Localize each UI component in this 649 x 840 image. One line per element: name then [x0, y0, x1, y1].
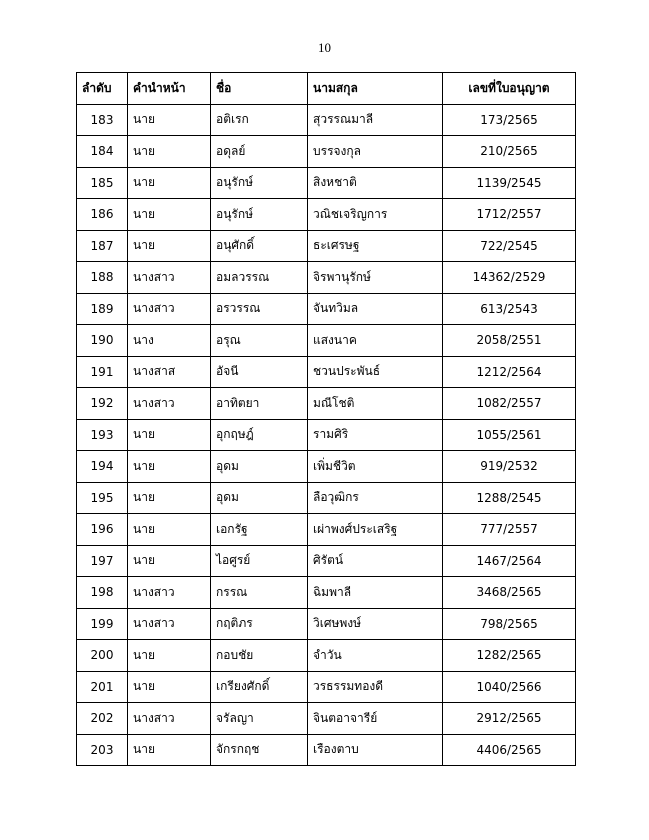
page-number: 10 [318, 40, 331, 55]
license-number-cell: 1139/2545 [443, 167, 576, 199]
table-row [77, 608, 576, 640]
first-name-cell: อนุศักดิ์ [211, 230, 308, 262]
table-row [77, 199, 576, 231]
table-row [77, 230, 576, 262]
last-name-cell: เผ่าพงศ์ประเสริฐ [308, 514, 443, 546]
last-name-cell: วิเศษพงษ์ [308, 608, 443, 640]
last-name-cell: เรืองตาบ [308, 734, 443, 766]
last-name-cell: วณิชเจริญการ [308, 199, 443, 231]
last-name-cell: ลือวุฒิกร [308, 482, 443, 514]
prefix-cell: นาย [128, 671, 211, 703]
first-name-cell: อดุลย์ [211, 136, 308, 168]
prefix-cell: นางสาส [128, 356, 211, 388]
license-number-cell: 2912/2565 [443, 703, 576, 735]
table-row [77, 545, 576, 577]
last-name-cell: ฉิมพาลี [308, 577, 443, 609]
license-number-cell: 798/2565 [443, 608, 576, 640]
license-number-cell: 173/2565 [443, 104, 576, 136]
first-name-cell: จักรกฤช [211, 734, 308, 766]
license-number-cell: 1040/2566 [443, 671, 576, 703]
prefix-cell: นาย [128, 482, 211, 514]
license-number-cell: 4406/2565 [443, 734, 576, 766]
table-row [77, 734, 576, 766]
order-cell: 191 [77, 356, 128, 388]
header-prefix: คำนำหน้า [128, 73, 211, 105]
license-number-cell: 210/2565 [443, 136, 576, 168]
order-cell: 193 [77, 419, 128, 451]
first-name-cell: เอกรัฐ [211, 514, 308, 546]
license-number-cell: 1055/2561 [443, 419, 576, 451]
first-name-cell: อติเรก [211, 104, 308, 136]
last-name-cell: สิงหชาติ [308, 167, 443, 199]
first-name-cell: อัจนี [211, 356, 308, 388]
order-cell: 190 [77, 325, 128, 357]
order-cell: 203 [77, 734, 128, 766]
license-number-cell: 3468/2565 [443, 577, 576, 609]
first-name-cell: กรรณ [211, 577, 308, 609]
table-row [77, 640, 576, 672]
prefix-cell: นางสาว [128, 577, 211, 609]
last-name-cell: สุวรรณมาลี [308, 104, 443, 136]
last-name-cell: รามศิริ [308, 419, 443, 451]
last-name-cell: แสงนาค [308, 325, 443, 357]
order-cell: 199 [77, 608, 128, 640]
order-cell: 189 [77, 293, 128, 325]
license-number-cell: 14362/2529 [443, 262, 576, 294]
last-name-cell: มณีโชติ [308, 388, 443, 420]
last-name-cell: จินตอาจารีย์ [308, 703, 443, 735]
table-row [77, 451, 576, 483]
first-name-cell: อนุรักษ์ [211, 167, 308, 199]
table-row [77, 703, 576, 735]
header-license-number: เลขที่ใบอนุญาต [443, 73, 576, 105]
license-number-cell: 722/2545 [443, 230, 576, 262]
first-name-cell: อนุรักษ์ [211, 199, 308, 231]
prefix-cell: นาย [128, 514, 211, 546]
header-first-name: ชื่อ [211, 73, 308, 105]
last-name-cell: ศิรัตน์ [308, 545, 443, 577]
order-cell: 185 [77, 167, 128, 199]
first-name-cell: อมลวรรณ [211, 262, 308, 294]
license-number-cell: 613/2543 [443, 293, 576, 325]
last-name-cell: เพิ่มชีวิต [308, 451, 443, 483]
prefix-cell: นาย [128, 419, 211, 451]
prefix-cell: นาย [128, 167, 211, 199]
table-row [77, 419, 576, 451]
order-cell: 187 [77, 230, 128, 262]
license-number-cell: 1212/2564 [443, 356, 576, 388]
order-cell: 200 [77, 640, 128, 672]
license-number-cell: 1082/2557 [443, 388, 576, 420]
first-name-cell: จรัลญา [211, 703, 308, 735]
first-name-cell: อาทิตยา [211, 388, 308, 420]
prefix-cell: นาย [128, 199, 211, 231]
table-header-row [77, 73, 576, 105]
last-name-cell: จำวัน [308, 640, 443, 672]
table-row [77, 104, 576, 136]
table-row [77, 262, 576, 294]
prefix-cell: นาย [128, 640, 211, 672]
first-name-cell: อรุณ [211, 325, 308, 357]
order-cell: 201 [77, 671, 128, 703]
last-name-cell: บรรจงกุล [308, 136, 443, 168]
order-cell: 192 [77, 388, 128, 420]
order-cell: 195 [77, 482, 128, 514]
table-row [77, 167, 576, 199]
prefix-cell: นาย [128, 230, 211, 262]
prefix-cell: นางสาว [128, 388, 211, 420]
prefix-cell: นาย [128, 451, 211, 483]
license-number-cell: 1712/2557 [443, 199, 576, 231]
order-cell: 198 [77, 577, 128, 609]
first-name-cell: อุกฤษฎ์ [211, 419, 308, 451]
table-row [77, 514, 576, 546]
order-cell: 202 [77, 703, 128, 735]
first-name-cell: ไอศูรย์ [211, 545, 308, 577]
order-cell: 184 [77, 136, 128, 168]
first-name-cell: กฤติภร [211, 608, 308, 640]
header-last-name: นามสกุล [308, 73, 443, 105]
table-row [77, 671, 576, 703]
order-cell: 196 [77, 514, 128, 546]
first-name-cell: อุดม [211, 451, 308, 483]
table-row [77, 293, 576, 325]
prefix-cell: นางสาว [128, 608, 211, 640]
license-number-cell: 2058/2551 [443, 325, 576, 357]
table-row [77, 482, 576, 514]
license-number-cell: 1467/2564 [443, 545, 576, 577]
prefix-cell: นาย [128, 545, 211, 577]
prefix-cell: นาย [128, 104, 211, 136]
header-order: ลำดับ [77, 73, 128, 105]
prefix-cell: นางสาว [128, 703, 211, 735]
prefix-cell: นางสาว [128, 262, 211, 294]
last-name-cell: ธะเศรษฐ [308, 230, 443, 262]
license-table [76, 72, 576, 766]
last-name-cell: วรธรรมทองดี [308, 671, 443, 703]
order-cell: 183 [77, 104, 128, 136]
order-cell: 186 [77, 199, 128, 231]
table-row [77, 325, 576, 357]
table-row [77, 136, 576, 168]
prefix-cell: นางสาว [128, 293, 211, 325]
last-name-cell: จันทวิมล [308, 293, 443, 325]
last-name-cell: จิรพานุรักษ์ [308, 262, 443, 294]
prefix-cell: นาง [128, 325, 211, 357]
first-name-cell: เกรียงศักดิ์ [211, 671, 308, 703]
order-cell: 197 [77, 545, 128, 577]
table-row [77, 388, 576, 420]
license-number-cell: 1288/2545 [443, 482, 576, 514]
table-row [77, 577, 576, 609]
license-number-cell: 777/2557 [443, 514, 576, 546]
last-name-cell: ชวนประพันธ์ [308, 356, 443, 388]
prefix-cell: นาย [128, 734, 211, 766]
order-cell: 188 [77, 262, 128, 294]
license-number-cell: 919/2532 [443, 451, 576, 483]
first-name-cell: กอบชัย [211, 640, 308, 672]
first-name-cell: อรวรรณ [211, 293, 308, 325]
order-cell: 194 [77, 451, 128, 483]
license-number-cell: 1282/2565 [443, 640, 576, 672]
first-name-cell: อุดม [211, 482, 308, 514]
prefix-cell: นาย [128, 136, 211, 168]
table-row [77, 356, 576, 388]
